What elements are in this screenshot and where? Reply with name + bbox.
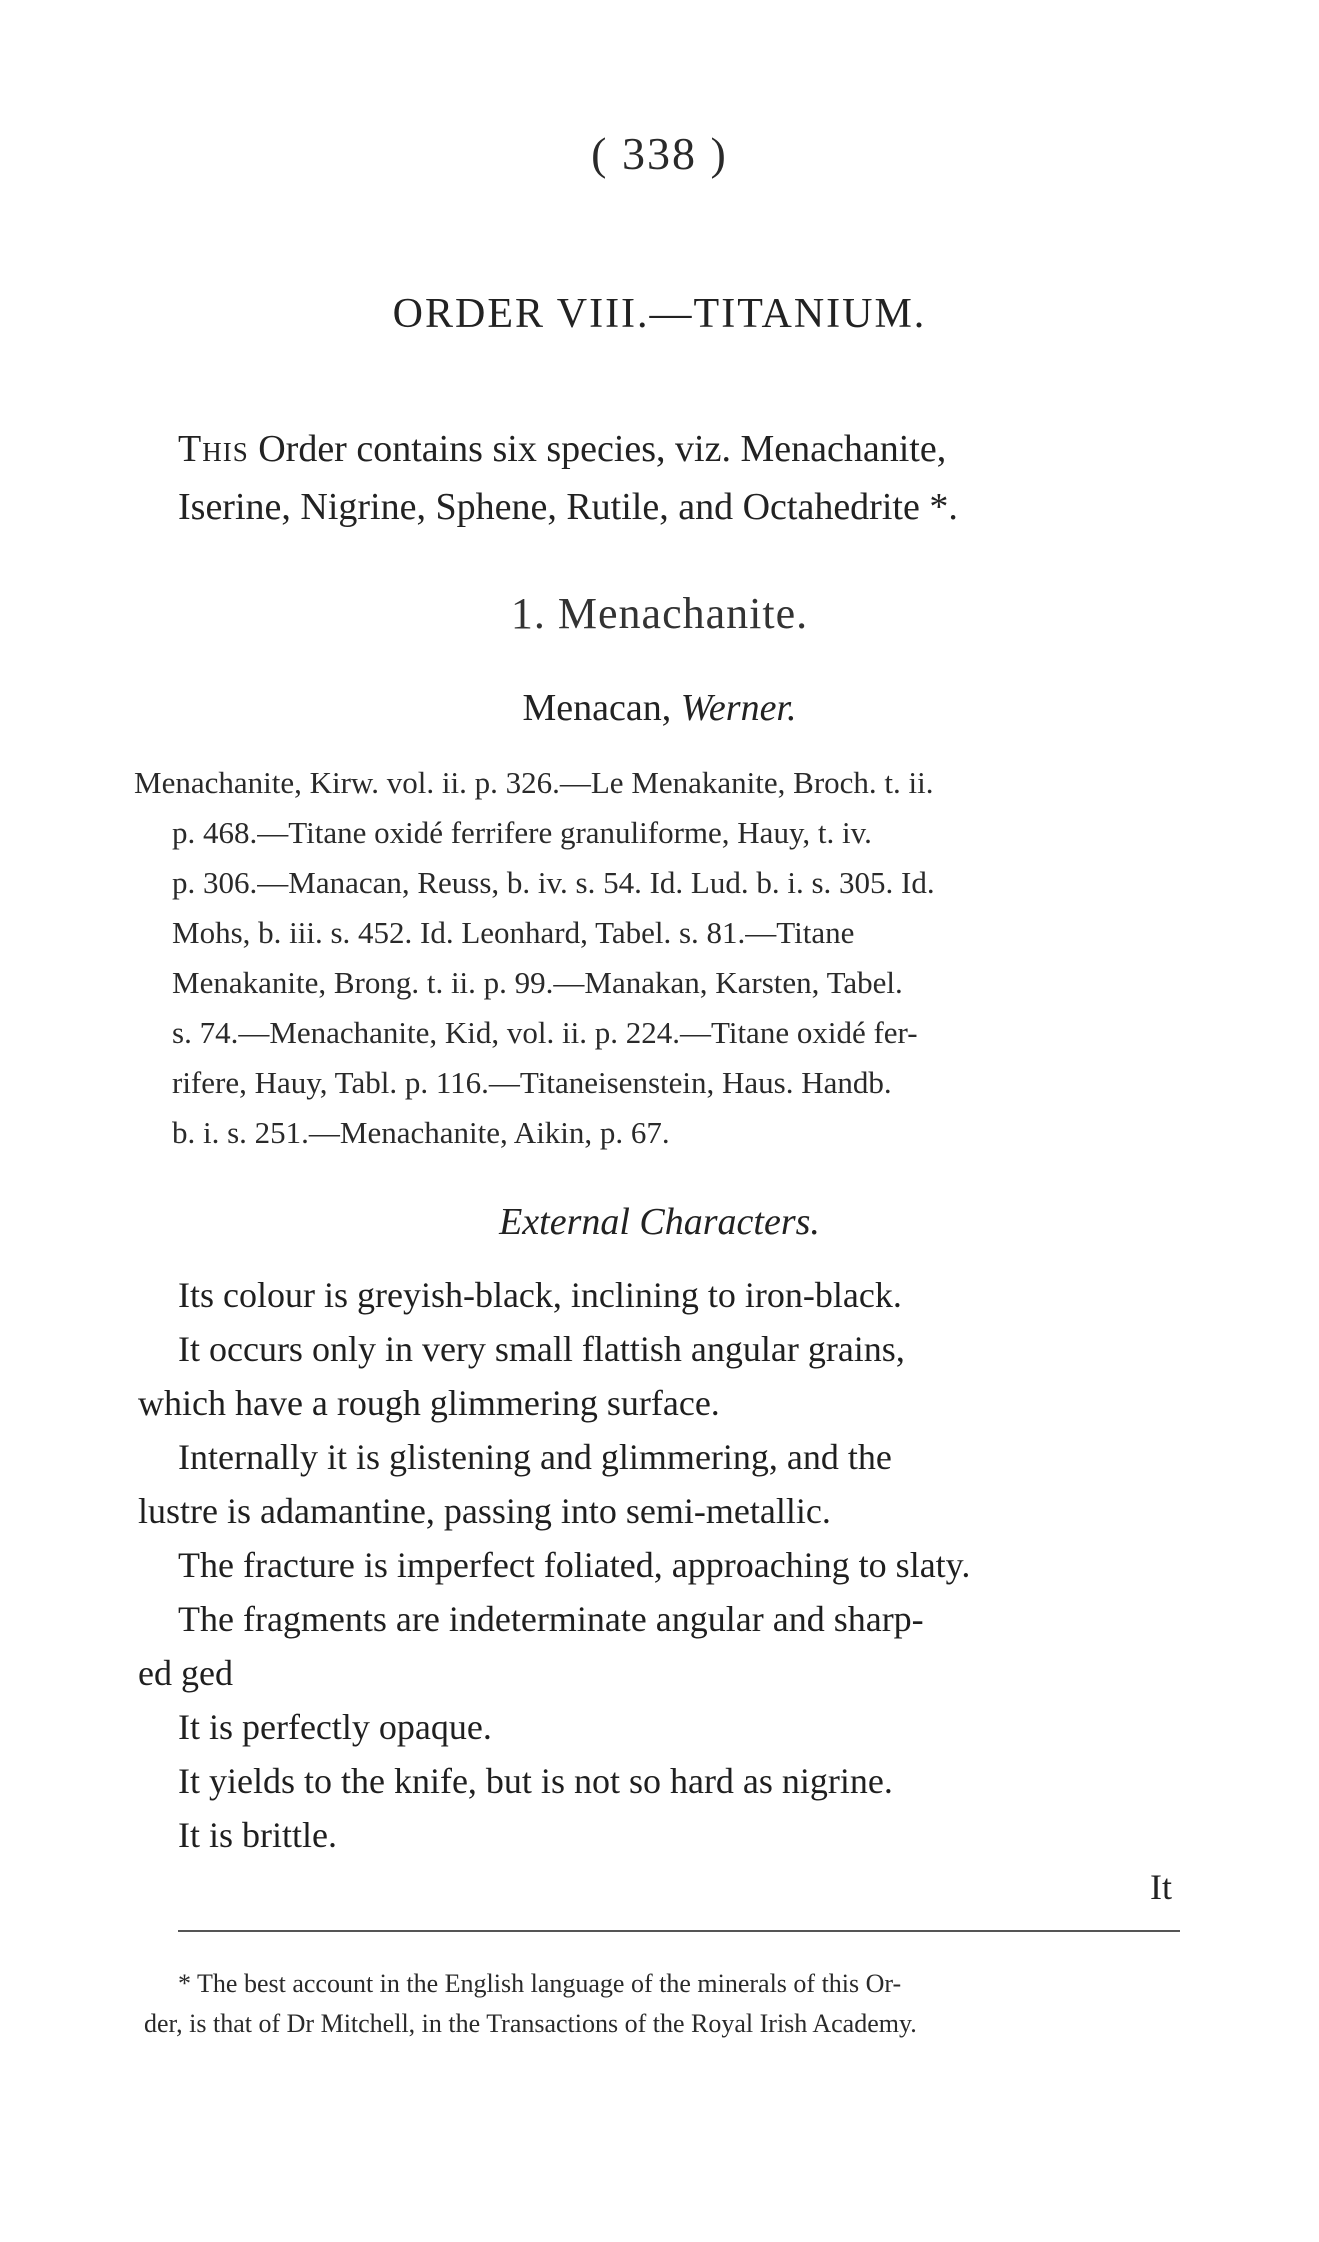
synonym-name: Menacan,	[522, 687, 672, 729]
character-line: It is perfectly opaque.	[178, 1707, 492, 1747]
character-line: The fracture is imperfect foliated, approaching to slaty.	[178, 1545, 971, 1585]
reference-line: Mohs, b. iii. s. 452. Id. Leonhard, Tabel. s. 81.—Titane	[172, 915, 855, 950]
intro-paragraph	[178, 420, 1188, 536]
character-line: It is brittle.	[178, 1815, 337, 1855]
character-line: The fragments are indeterminate angular and sharp-	[178, 1599, 924, 1639]
reference-line: Menakanite, Brong. t. ii. p. 99.—Manakan, Karsten, Tabel.	[172, 965, 903, 1000]
synonym-author: Werner.	[680, 687, 797, 729]
intro-line-2: Iserine, Nigrine, Sphene, Rutile, and Octahedrite *.	[178, 486, 958, 528]
reference-line: p. 468.—Titane oxidé ferrifere granuliforme, Hauy, t. iv.	[172, 815, 872, 850]
reference-line: s. 74.—Menachanite, Kid, vol. ii. p. 224.—Titane oxidé fer-	[172, 1015, 918, 1050]
reference-line: b. i. s. 251.—Menachanite, Aikin, p. 67.	[172, 1115, 670, 1150]
character-line: ed ged	[138, 1653, 233, 1693]
character-line: which have a rough glimmering surface.	[138, 1383, 720, 1423]
character-line: It yields to the knife, but is not so hard as nigrine.	[178, 1761, 893, 1801]
footnote-line: der, is that of Dr Mitchell, in the Transactions of the Royal Irish Academy.	[144, 2009, 917, 2038]
character-line: Internally it is glistening and glimmering, and the	[178, 1437, 892, 1477]
catchword: It	[1150, 1867, 1172, 1907]
external-characters-heading: External Characters.	[499, 1201, 820, 1243]
external-characters-text	[138, 1268, 1190, 1862]
footnote-divider	[178, 1930, 1180, 1932]
species-title: 1. Menachanite.	[510, 589, 809, 638]
page-number: ( 338 )	[591, 128, 728, 179]
reference-line: p. 306.—Manacan, Reuss, b. iv. s. 54. Id. Lud. b. i. s. 305. Id.	[172, 865, 935, 900]
order-title: ORDER VIII.—TITANIUM.	[392, 291, 927, 337]
character-line: It occurs only in very small flattish angular grains,	[178, 1329, 905, 1369]
footnote-line: * The best account in the English language of the minerals of this Or-	[178, 1969, 902, 1998]
footnote	[144, 1964, 1190, 2044]
intro-lead-word: This	[178, 428, 249, 470]
reference-line: Menachanite, Kirw. vol. ii. p. 326.—Le Menakanite, Broch. t. ii.	[134, 765, 934, 800]
references-block	[134, 758, 1186, 1158]
species-synonym	[0, 686, 1319, 730]
intro-line-1: Order contains six species, viz. Menachanite,	[258, 428, 947, 470]
character-line: Its colour is greyish-black, inclining to iron-black.	[178, 1275, 902, 1315]
reference-line: rifere, Hauy, Tabl. p. 116.—Titaneisenstein, Haus. Handb.	[172, 1065, 892, 1100]
character-line: lustre is adamantine, passing into semi-metallic.	[138, 1491, 831, 1531]
